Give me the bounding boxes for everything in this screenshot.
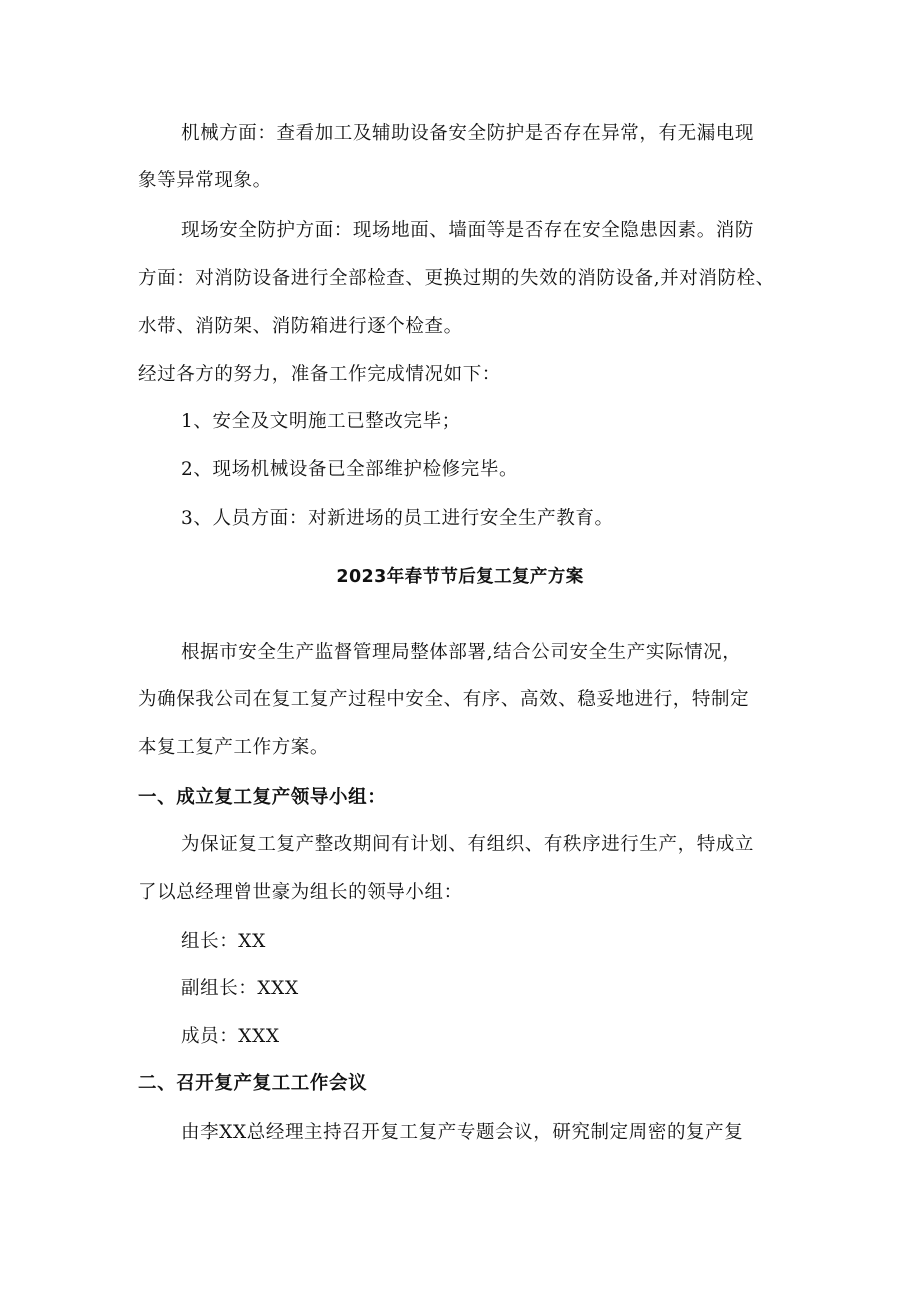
result-item-2: 2、现场机械设备已全部维护检修完毕。 [181, 459, 519, 480]
leader-line: 组长：XX [181, 931, 266, 952]
section-2-para-line-1: 由李XX总经理主持召开复工复产专题会议，研究制定周密的复产复 [181, 1122, 744, 1143]
para-basis-line-3: 本复工复产工作方案。 [138, 737, 330, 758]
result-item-1: 1、安全及文明施工已整改完毕； [181, 411, 461, 432]
para-basis-line-1: 根据市安全生产监督管理局整体部署,结合公司安全生产实际情况， [181, 642, 742, 663]
para-mechanical-line-1: 机械方面：查看加工及辅助设备安全防护是否存在异常，有无漏电现 [181, 123, 755, 144]
summary-intro: 经过各方的努力，准备工作完成情况如下： [138, 364, 501, 385]
section-2-heading: 二、召开复产复工工作会议 [138, 1073, 368, 1094]
result-item-3: 3、人员方面：对新进场的员工进行安全生产教育。 [181, 508, 614, 529]
plan-title: 2023年春节节后复工复产方案 [336, 567, 584, 587]
section-1-para-line-2: 了以总经理曾世豪为组长的领导小组： [138, 882, 463, 903]
section-1-para-line-1: 为保证复工复产整改期间有计划、有组织、有秩序进行生产，特成立 [181, 834, 755, 855]
para-site-safety-line-2: 方面：对消防设备进行全部检查、更换过期的失效的消防设备,并对消防栓、 [138, 268, 775, 289]
para-site-safety-line-3: 水带、消防架、消防箱进行逐个检查。 [138, 316, 463, 337]
para-mechanical-line-2: 象等异常现象。 [138, 170, 272, 191]
deputy-line: 副组长：XXX [181, 978, 299, 999]
para-site-safety-line-1: 现场安全防护方面：现场地面、墙面等是否存在安全隐患因素。消防 [181, 220, 755, 241]
members-line: 成员：XXX [181, 1026, 280, 1047]
section-1-heading: 一、成立复工复产领导小组： [138, 787, 387, 808]
para-basis-line-2: 为确保我公司在复工复产过程中安全、有序、高效、稳妥地进行，特制定 [138, 689, 750, 710]
